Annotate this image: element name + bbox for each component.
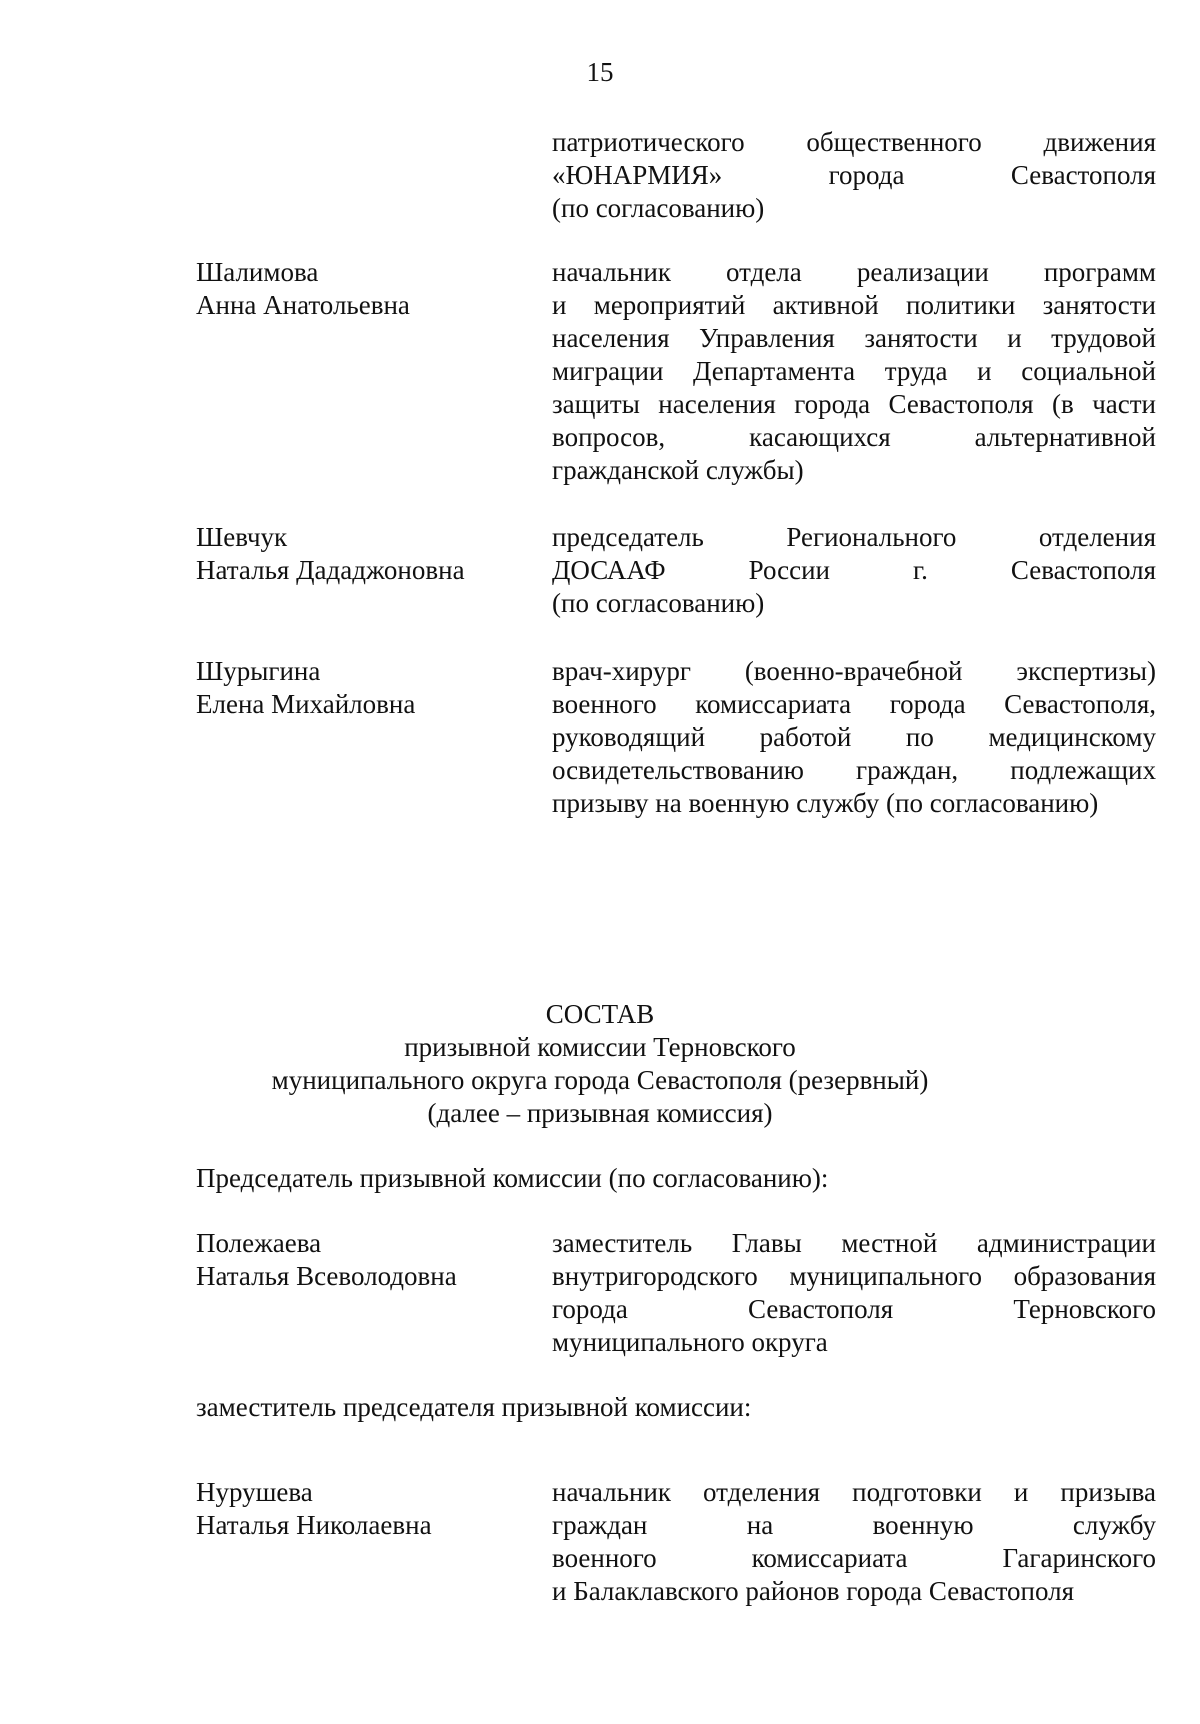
description-line: ДОСААФ России г. Севастополя [552,555,1156,585]
section-subtitle-line: муниципального округа города Севастополя (резервный) [271,1065,929,1095]
description-line: руководящий работой по медицинскому [552,722,1156,752]
member-given-name: Наталья Дададжоновна [196,555,465,585]
description-line: гражданской службы) [552,455,804,485]
description-line: начальник отделения подготовки и призыва [552,1477,1156,1507]
member-position [552,256,1156,487]
chair-label: Председатель призывной комиссии (по согласованию): [196,1163,829,1193]
description-line: «ЮНАРМИЯ» города Севастополя [552,160,1156,190]
description-line: заместитель Главы местной администрации [552,1228,1156,1258]
member-position [552,655,1156,820]
description-line: граждан на военную службу [552,1510,1156,1540]
member-position [552,1476,1156,1608]
page-number: 15 [586,57,614,87]
description-line: (по согласованию) [552,588,765,618]
description-line: города Севастополя Терновского [552,1294,1156,1324]
description-line: призыву на военную службу (по согласованию) [552,788,1099,818]
section-subtitle-line: (далее – призывная комиссия) [427,1098,773,1128]
description-line: врач-хирург (военно-врачебной экспертизы) [552,656,1156,686]
section-title: СОСТАВ [545,999,655,1029]
description-line: вопросов, касающихся альтернативной [552,422,1156,452]
description-line: и мероприятий активной политики занятости [552,290,1156,320]
description-line: населения Управления занятости и трудовой [552,323,1156,353]
member-surname: Шурыгина [196,656,321,686]
description-line: начальник отдела реализации программ [552,257,1156,287]
description-line: председатель Регионального отделения [552,522,1156,552]
section-heading [0,998,1200,1130]
member-surname: Полежаева [196,1228,322,1258]
member-given-name: Наталья Николаевна [196,1510,432,1540]
description-line: освидетельствованию граждан, подлежащих [552,755,1156,785]
member-surname: Нурушева [196,1477,313,1507]
continuation-description [552,126,1156,225]
description-line: военного комиссариата Гагаринского [552,1543,1156,1573]
deputy-label: заместитель председателя призывной комиссии: [196,1392,752,1422]
description-line: патриотического общественного движения [552,127,1156,157]
member-name [196,256,526,322]
member-surname: Шевчук [196,522,288,552]
description-line: защиты населения города Севастополя (в части [552,389,1156,419]
description-line: муниципального округа [552,1327,828,1357]
description-line: и Балаклавского районов города Севастополя [552,1576,1075,1606]
member-name [196,655,526,721]
member-position [552,1227,1156,1359]
section-subtitle-line: призывной комиссии Терновского [404,1032,796,1062]
member-given-name: Анна Анатольевна [196,290,410,320]
description-line: военного комиссариата города Севастополя, [552,689,1156,719]
description-line: (по согласованию) [552,193,765,223]
member-name [196,1476,526,1542]
member-given-name: Елена Михайловна [196,689,416,719]
member-name [196,1227,526,1293]
member-surname: Шалимова [196,257,319,287]
description-line: миграции Департамента труда и социальной [552,356,1156,386]
member-position [552,521,1156,620]
member-given-name: Наталья Всеволодовна [196,1261,457,1291]
member-name [196,521,526,587]
description-line: внутригородского муниципального образования [552,1261,1156,1291]
